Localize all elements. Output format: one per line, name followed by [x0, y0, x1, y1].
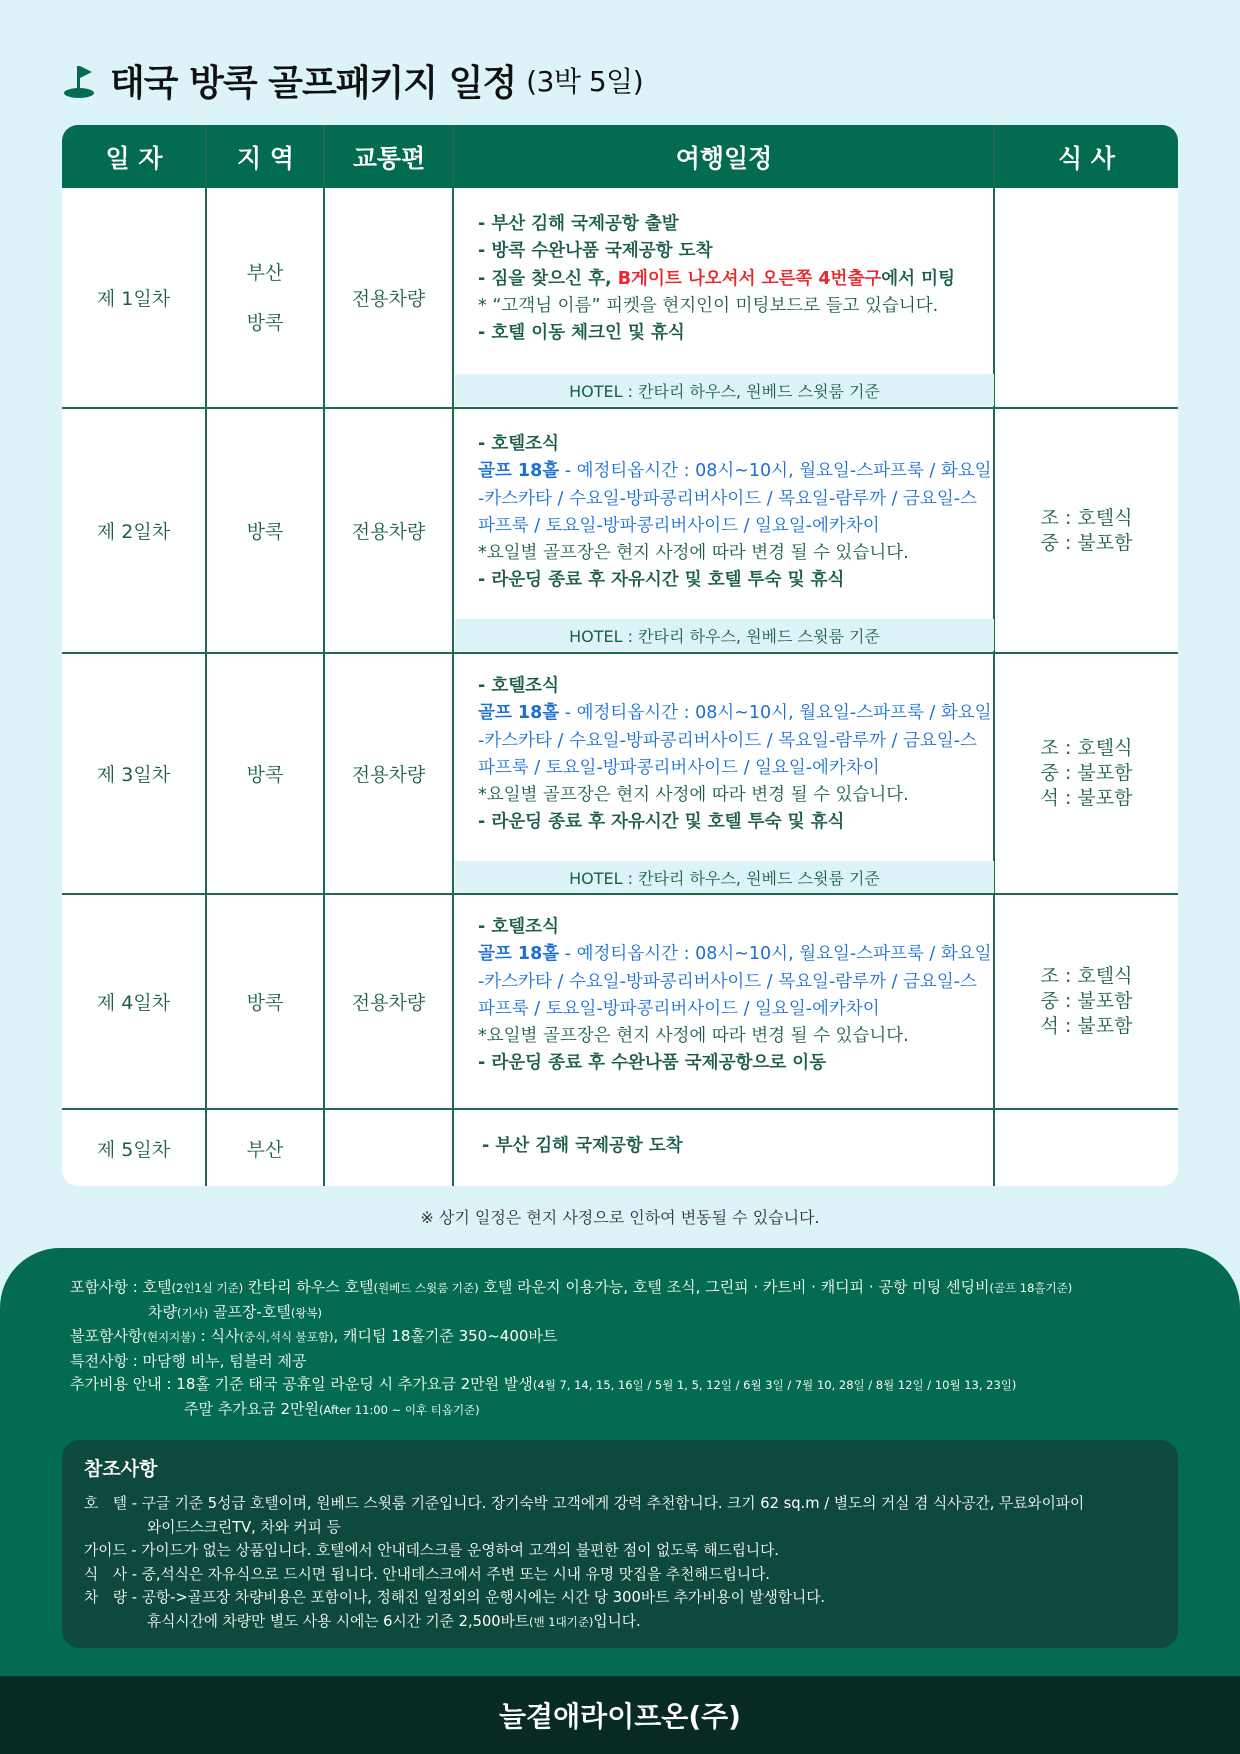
day-cell: 제 5일차	[96, 1138, 171, 1161]
itinerary-line: *요일별 골프장은 현지 사정에 따라 변경 될 수 있습니다.	[478, 785, 909, 806]
itinerary-line: 파프룩 / 토요일-방파콩리버사이드 / 일요일-에카차이	[478, 515, 880, 536]
itinerary-line: - 라운딩 종료 후 자유시간 및 호텔 투숙 및 휴식	[478, 570, 845, 591]
meal-item: 조 : 호텔식	[1040, 506, 1133, 529]
itinerary-line: - 방콕 수완나품 국제공항 도착	[478, 241, 713, 262]
day-cell: 제 4일차	[96, 992, 171, 1014]
reference-hotel: 호 텔 - 구글 기준 5성급 호텔이며, 원베드 스윗룸 기준입니다. 장기숙박 고객에게 강력 추천합니다. 크기 62 sq.m / 별도의 거실 겸 식사공간, 무료와이파이	[84, 1495, 1085, 1512]
special-benefits: 특전사항 : 마담행 비누, 텀블러 제공	[70, 1351, 307, 1370]
itinerary-day2	[478, 431, 996, 595]
day-cell: 제 1일차	[96, 288, 171, 310]
itinerary-line: - 라운딩 종료 후 자유시간 및 호텔 투숙 및 휴식	[478, 812, 845, 833]
extra-cost: 추가비용 안내 : 18홀 기준 태국 공휴일 라운딩 시 추가요금 2만원 발생(4월 7, 14, 15, 16일 / 5월 1, 5, 12일 / 6월 3일 / 7월 10, 28일 / 8월 12일 / 10월 13, 23일)	[70, 1375, 1017, 1393]
region-cell: 방콕	[246, 764, 284, 786]
itinerary-line: 파프룩 / 토요일-방파콩리버사이드 / 일요일-에카차이	[478, 998, 880, 1019]
title-sub: (3박 5일)	[526, 65, 644, 98]
meal-item: 중 : 불포함	[1040, 762, 1133, 784]
itinerary-line: 골프 18홀 - 예정티옵시간 : 08시~10시, 월요일-스파프룩 / 화요일	[478, 461, 992, 482]
itinerary-line: -카스카타 / 수요일-방파콩리버사이드 / 목요일-람루까 / 금요일-스	[478, 730, 977, 751]
itinerary-line: - 부산 김해 국제공항 출발	[478, 214, 679, 234]
col-divider	[452, 125, 454, 1186]
meeting-point-highlight: B게이트 나오셔서 오른쪽 4번출구	[617, 268, 882, 289]
itinerary-line: - 호텔 이동 체크인 및 휴식	[478, 323, 685, 344]
meal-item: 조 : 호텔식	[1040, 965, 1133, 987]
extra-cost-cont: 주말 추가요금 2만원(After 11:00 ~ 이후 티옵기준)	[184, 1399, 480, 1418]
schedule-table	[62, 125, 1178, 1186]
reference-meal: 식 사 - 중,석식은 자유식으로 드시면 됩니다. 안내데스크에서 주변 또는 시내 유명 맛집을 추천해드립니다.	[84, 1565, 770, 1583]
meal-item: 중 : 불포함	[1040, 990, 1133, 1012]
transport-cell: 전용차량	[351, 992, 426, 1014]
transport-cell: 전용차량	[351, 288, 426, 310]
package-details	[70, 1276, 1072, 1422]
header-itinerary: 여행일정	[675, 143, 773, 173]
region-cell: 방콕	[246, 521, 284, 543]
schedule-notice: ※ 상기 일정은 현지 사정으로 인하여 변동될 수 있습니다.	[420, 1208, 820, 1227]
golf-flag-icon	[62, 60, 96, 100]
itinerary-line: - 호텔조식	[478, 917, 559, 937]
itinerary-line: * “고객님 이름” 피켓을 현지인이 미팅보드로 들고 있습니다.	[478, 295, 939, 316]
region-cell: 방콕	[246, 992, 284, 1014]
day-cell: 제 2일차	[96, 521, 171, 543]
itinerary-line: -카스카타 / 수요일-방파콩리버사이드 / 목요일-람루까 / 금요일-스	[478, 488, 977, 509]
meal-item: 중 : 불포함	[1040, 531, 1133, 554]
header-date: 일 자	[105, 143, 163, 173]
hotel-bar: HOTEL : 칸타리 하우스, 원베드 스윗룸 기준	[455, 619, 994, 651]
title-main: 태국 방콕 골프패키지 일정	[110, 62, 517, 104]
itinerary-line: 골프 18홀 - 예정티옵시간 : 08시~10시, 월요일-스파프룩 / 화요일	[478, 944, 992, 965]
region-label: 부산	[246, 261, 284, 284]
table-header	[62, 125, 1178, 188]
itinerary-line: 골프 18홀 - 예정티옵시간 : 08시~10시, 월요일-스파프룩 / 화요일	[478, 703, 992, 724]
itinerary-line: 파프룩 / 토요일-방파콩리버사이드 / 일요일-에카차이	[478, 757, 880, 778]
info-section	[0, 1248, 1240, 1678]
meal-cell	[995, 409, 1178, 652]
reference-hotel-cont: 와이드스크린TV, 차와 커피 등	[147, 1518, 341, 1536]
header-transport: 교통편	[352, 143, 426, 173]
region-cell	[207, 188, 323, 407]
included-items-cont: 차량(기사) 골프장-호텔(왕복)	[148, 1302, 323, 1321]
meal-cell	[995, 654, 1178, 893]
included-items: 포함사항 : 호텔(2인1실 기준) 칸타리 하우스 호텔(원베드 스윗룸 기준) 호텔 라운지 이용가능, 호텔 조식, 그린피 · 카트비 · 캐디피 · 공항 미팅 센딩비(골프 18홀기준)	[70, 1278, 1073, 1296]
itinerary-line: - 라운딩 종료 후 수완나품 국제공항으로 이동	[478, 1053, 827, 1074]
reference-body	[84, 1492, 1084, 1634]
meal-cell	[995, 895, 1178, 1108]
reference-title: 참조사항	[84, 1458, 158, 1480]
transport-cell: 전용차량	[351, 521, 426, 543]
region-label: 방콕	[246, 311, 284, 334]
excluded-items: 불포함사항(현지지불) : 식사(중식,석식 불포함), 캐디팁 18홀기준 350~400바트	[70, 1327, 558, 1345]
itinerary-day4	[478, 914, 996, 1078]
meal-item: 조 : 호텔식	[1040, 737, 1133, 759]
reference-car-cont: 휴식시간에 차량만 별도 사용 시에는 6시간 기준 2,500바트(밴 1대기준)입니다.	[147, 1612, 641, 1630]
reference-guide: 가이드 - 가이드가 없는 상품입니다. 호텔에서 안내데스크를 운영하여 고객의 불편한 점이 없도록 해드립니다.	[84, 1542, 779, 1559]
meal-item: 석 : 불포함	[1040, 1015, 1133, 1037]
region-cell: 부산	[246, 1138, 284, 1161]
reference-car: 차 량 - 공항->골프장 차량비용은 포함이나, 정해진 일정외의 운행시에는 시간 당 300바트 추가비용이 발생합니다.	[84, 1589, 826, 1606]
transport-cell	[325, 1110, 452, 1186]
hotel-bar: HOTEL : 칸타리 하우스, 원베드 스윗룸 기준	[455, 861, 994, 893]
itinerary-line: - 짐을 찾으신 후, B게이트 나오셔서 오른쪽 4번출구에서 미팅	[478, 268, 955, 289]
transport-cell: 전용차량	[351, 764, 426, 786]
page-title	[62, 56, 643, 104]
meal-item: 석 : 불포함	[1040, 787, 1133, 809]
itinerary-line: -카스카타 / 수요일-방파콩리버사이드 / 목요일-람루까 / 금요일-스	[478, 971, 977, 992]
reference-box	[62, 1440, 1178, 1648]
header-meals: 식 사	[1057, 143, 1115, 173]
itinerary-day3	[478, 673, 996, 837]
day-cell: 제 3일차	[96, 764, 171, 786]
itinerary-day1	[478, 211, 996, 347]
itinerary-line: *요일별 골프장은 현지 사정에 따라 변경 될 수 있습니다.	[478, 543, 909, 564]
itinerary-line: - 호텔조식	[478, 676, 559, 696]
itinerary-line: - 호텔조식	[478, 434, 559, 454]
header-region: 지 역	[236, 143, 294, 173]
itinerary-line: *요일별 골프장은 현지 사정에 따라 변경 될 수 있습니다.	[478, 1026, 909, 1047]
company-footer: 늘곁애라이프온(주)	[0, 1676, 1240, 1754]
itinerary-day5: - 부산 김해 국제공항 도착	[482, 1136, 683, 1156]
hotel-bar: HOTEL : 칸타리 하우스, 원베드 스윗룸 기준	[455, 374, 994, 406]
